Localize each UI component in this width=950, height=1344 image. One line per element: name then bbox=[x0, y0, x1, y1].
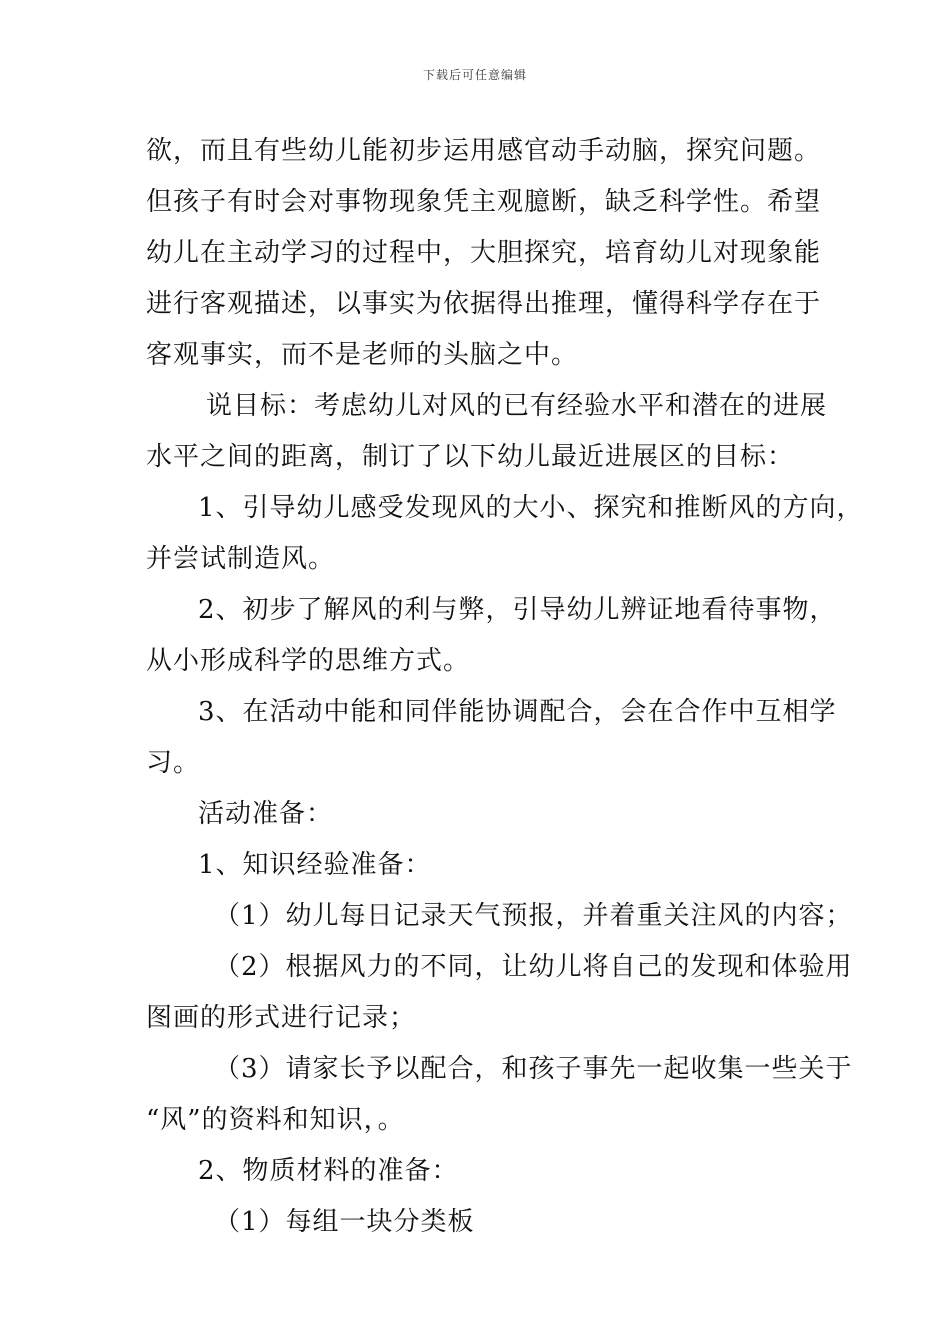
goal-item-2: 2、初步了解风的利与弊，引导幼儿辨证地看待事物， bbox=[198, 595, 837, 625]
document-body bbox=[146, 126, 864, 1248]
preparation-subitem: （2）根据风力的不同，让幼儿将自己的发现和体验用 bbox=[214, 952, 853, 982]
text-line: 欲，而且有些幼儿能初步运用感官动手动脑，探究问题。 bbox=[146, 136, 822, 166]
preparation-subitem: （3）请家长予以配合，和孩子事先一起收集一些关于 bbox=[214, 1054, 853, 1084]
goal-item-1: 1、引导幼儿感受发现风的大小、探究和推断风的方向， bbox=[198, 493, 864, 523]
text-line: 幼儿在主动学习的过程中，大胆探究，培育幼儿对现象能 bbox=[146, 238, 822, 268]
text-line: 从小形成科学的思维方式。 bbox=[146, 646, 471, 676]
preparation-subitem: （1）幼儿每日记录天气预报，并着重关注风的内容； bbox=[214, 901, 853, 931]
preparation-item-2: 2、物质材料的准备： bbox=[198, 1156, 459, 1186]
preparation-subitem: （1）每组一块分类板 bbox=[214, 1207, 475, 1237]
text-line: 习。 bbox=[146, 748, 201, 778]
goal-item-3: 3、在活动中能和同伴能协调配合，会在合作中互相学 bbox=[198, 697, 837, 727]
text-line: 进行客观描述，以事实为依据得出推理，懂得科学存在于 bbox=[146, 289, 822, 319]
preparation-item-1: 1、知识经验准备： bbox=[198, 850, 432, 880]
paragraph-goals: 说目标：考虑幼儿对风的已有经验水平和潜在的进展 bbox=[206, 391, 828, 421]
text-line: 水平之间的距离，制订了以下幼儿最近进展区的目标： bbox=[146, 442, 795, 472]
section-heading-preparation: 活动准备： bbox=[198, 799, 334, 829]
text-line: 并尝试制造风。 bbox=[146, 544, 336, 574]
text-line: 但孩子有时会对事物现象凭主观臆断，缺乏科学性。希望 bbox=[146, 187, 822, 217]
text-line: 图画的形式进行记录； bbox=[146, 1003, 417, 1033]
text-line: “风”的资料和知识，。 bbox=[146, 1105, 405, 1135]
text-line: 客观事实，而不是老师的头脑之中。 bbox=[146, 340, 579, 370]
download-note: 下载后可任意编辑 bbox=[422, 68, 527, 82]
